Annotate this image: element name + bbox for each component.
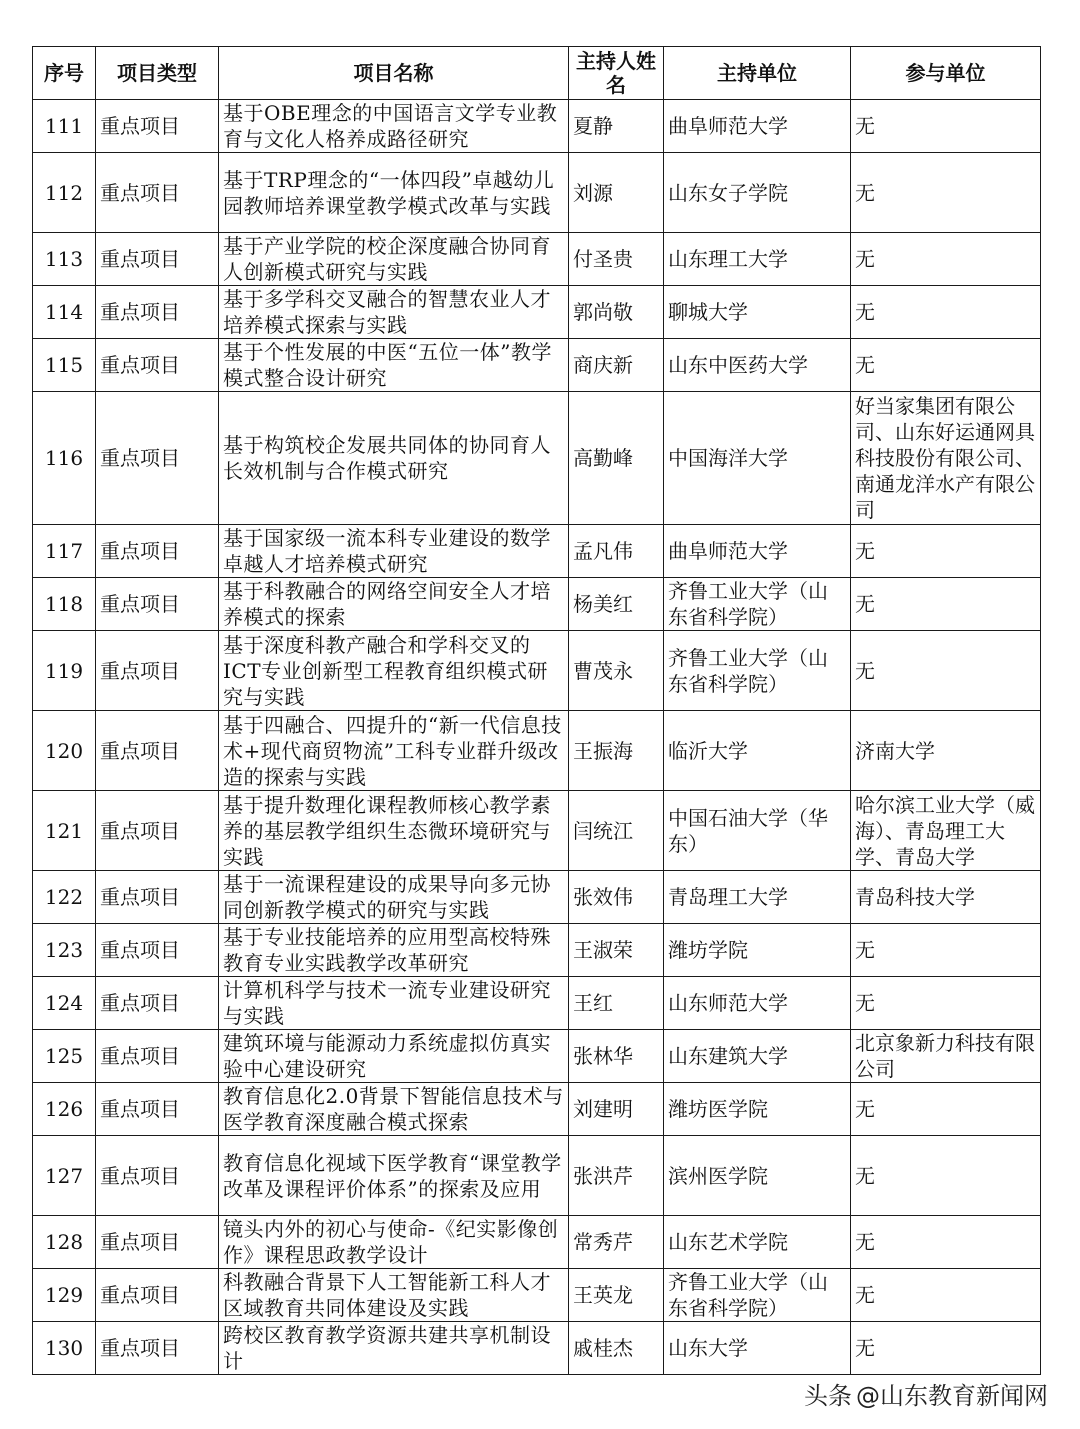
cell-partner: 哈尔滨工业大学（威海）、青岛理工大学、青岛大学 xyxy=(851,791,1041,871)
cell-host: 曹茂永 xyxy=(569,631,664,711)
cell-project-name: 基于OBE理念的中国语言文学专业教育与文化人格养成路径研究 xyxy=(219,100,569,153)
cell-host: 戚桂杰 xyxy=(569,1322,664,1375)
cell-project-name: 基于个性发展的中医“五位一体”教学模式整合设计研究 xyxy=(219,339,569,392)
cell-type: 重点项目 xyxy=(96,1322,219,1375)
cell-host: 孟凡伟 xyxy=(569,525,664,578)
cell-unit: 齐鲁工业大学（山东省科学院） xyxy=(664,631,851,711)
cell-index: 112 xyxy=(33,153,96,233)
cell-type: 重点项目 xyxy=(96,711,219,791)
table-row xyxy=(33,1322,1041,1375)
cell-type: 重点项目 xyxy=(96,1083,219,1136)
cell-type: 重点项目 xyxy=(96,286,219,339)
project-table xyxy=(32,46,1041,1375)
cell-unit: 山东理工大学 xyxy=(664,233,851,286)
cell-project-name: 计算机科学与技术一流专业建设研究与实践 xyxy=(219,977,569,1030)
cell-project-name: 基于科教融合的网络空间安全人才培养模式的探索 xyxy=(219,578,569,631)
cell-unit: 滨州医学院 xyxy=(664,1136,851,1216)
table-row xyxy=(33,1269,1041,1322)
cell-project-name: 基于专业技能培养的应用型高校特殊教育专业实践教学改革研究 xyxy=(219,924,569,977)
table-row xyxy=(33,233,1041,286)
cell-index: 125 xyxy=(33,1030,96,1083)
cell-host: 张洪芹 xyxy=(569,1136,664,1216)
cell-host: 王振海 xyxy=(569,711,664,791)
cell-type: 重点项目 xyxy=(96,339,219,392)
cell-type: 重点项目 xyxy=(96,1216,219,1269)
table-row xyxy=(33,791,1041,871)
cell-type: 重点项目 xyxy=(96,871,219,924)
cell-partner: 无 xyxy=(851,1083,1041,1136)
cell-partner: 无 xyxy=(851,1322,1041,1375)
cell-type: 重点项目 xyxy=(96,100,219,153)
cell-project-name: 基于一流课程建设的成果导向多元协同创新教学模式的研究与实践 xyxy=(219,871,569,924)
cell-unit: 齐鲁工业大学（山东省科学院） xyxy=(664,1269,851,1322)
header-row xyxy=(33,47,1041,100)
cell-index: 121 xyxy=(33,791,96,871)
cell-host: 王淑荣 xyxy=(569,924,664,977)
header-partner: 参与单位 xyxy=(851,47,1041,100)
cell-project-name: 基于深度科教产融合和学科交叉的ICT专业创新型工程教育组织模式研究与实践 xyxy=(219,631,569,711)
cell-partner: 无 xyxy=(851,631,1041,711)
table-row xyxy=(33,1216,1041,1269)
cell-host: 常秀芹 xyxy=(569,1216,664,1269)
cell-partner: 无 xyxy=(851,525,1041,578)
cell-project-name: 跨校区教育教学资源共建共享机制设计 xyxy=(219,1322,569,1375)
cell-project-name: 基于国家级一流本科专业建设的数学卓越人才培养模式研究 xyxy=(219,525,569,578)
cell-partner: 无 xyxy=(851,100,1041,153)
cell-host: 张效伟 xyxy=(569,871,664,924)
table-row xyxy=(33,100,1041,153)
cell-unit: 聊城大学 xyxy=(664,286,851,339)
table-row xyxy=(33,711,1041,791)
cell-type: 重点项目 xyxy=(96,791,219,871)
cell-host: 郭尚敬 xyxy=(569,286,664,339)
cell-partner: 无 xyxy=(851,339,1041,392)
cell-index: 122 xyxy=(33,871,96,924)
cell-host: 刘建明 xyxy=(569,1083,664,1136)
cell-project-name: 基于构筑校企发展共同体的协同育人长效机制与合作模式研究 xyxy=(219,392,569,525)
cell-index: 126 xyxy=(33,1083,96,1136)
cell-partner: 无 xyxy=(851,977,1041,1030)
table-row xyxy=(33,1136,1041,1216)
table-row xyxy=(33,153,1041,233)
cell-type: 重点项目 xyxy=(96,1030,219,1083)
cell-type: 重点项目 xyxy=(96,977,219,1030)
cell-unit: 山东大学 xyxy=(664,1322,851,1375)
cell-unit: 齐鲁工业大学（山东省科学院） xyxy=(664,578,851,631)
cell-index: 114 xyxy=(33,286,96,339)
table-row xyxy=(33,1030,1041,1083)
cell-project-name: 镜头内外的初心与使命-《纪实影像创作》课程思政教学设计 xyxy=(219,1216,569,1269)
cell-type: 重点项目 xyxy=(96,1269,219,1322)
cell-partner: 无 xyxy=(851,578,1041,631)
watermark-text: @山东教育新闻网 xyxy=(856,1382,1048,1410)
table-body xyxy=(33,100,1041,1375)
watermark-prefix: 头条 xyxy=(804,1382,852,1410)
cell-partner: 北京象新力科技有限公司 xyxy=(851,1030,1041,1083)
cell-index: 123 xyxy=(33,924,96,977)
cell-unit: 山东建筑大学 xyxy=(664,1030,851,1083)
cell-index: 124 xyxy=(33,977,96,1030)
header-name: 项目名称 xyxy=(219,47,569,100)
cell-type: 重点项目 xyxy=(96,1136,219,1216)
cell-host: 付圣贵 xyxy=(569,233,664,286)
cell-index: 128 xyxy=(33,1216,96,1269)
header-index: 序号 xyxy=(33,47,96,100)
cell-unit: 潍坊学院 xyxy=(664,924,851,977)
cell-host: 杨美红 xyxy=(569,578,664,631)
cell-partner: 无 xyxy=(851,924,1041,977)
cell-project-name: 教育信息化视域下医学教育“课堂教学改革及课程评价体系”的探索及应用 xyxy=(219,1136,569,1216)
table-row xyxy=(33,392,1041,525)
cell-project-name: 基于四融合、四提升的“新一代信息技术+现代商贸物流”工科专业群升级改造的探索与实践 xyxy=(219,711,569,791)
cell-type: 重点项目 xyxy=(96,578,219,631)
cell-index: 116 xyxy=(33,392,96,525)
cell-unit: 潍坊医学院 xyxy=(664,1083,851,1136)
header-host: 主持人姓名 xyxy=(569,47,664,100)
cell-project-name: 科教融合背景下人工智能新工科人才区域教育共同体建设及实践 xyxy=(219,1269,569,1322)
cell-unit: 青岛理工大学 xyxy=(664,871,851,924)
cell-partner: 无 xyxy=(851,153,1041,233)
table-row xyxy=(33,871,1041,924)
cell-host: 高勤峰 xyxy=(569,392,664,525)
cell-unit: 山东女子学院 xyxy=(664,153,851,233)
cell-unit: 临沂大学 xyxy=(664,711,851,791)
cell-partner: 无 xyxy=(851,1269,1041,1322)
cell-type: 重点项目 xyxy=(96,233,219,286)
cell-index: 130 xyxy=(33,1322,96,1375)
cell-host: 张林华 xyxy=(569,1030,664,1083)
table-row xyxy=(33,924,1041,977)
cell-type: 重点项目 xyxy=(96,631,219,711)
cell-partner: 无 xyxy=(851,1216,1041,1269)
cell-unit: 山东艺术学院 xyxy=(664,1216,851,1269)
cell-unit: 中国海洋大学 xyxy=(664,392,851,525)
cell-unit: 山东中医药大学 xyxy=(664,339,851,392)
cell-index: 115 xyxy=(33,339,96,392)
table-row xyxy=(33,525,1041,578)
cell-partner: 无 xyxy=(851,233,1041,286)
cell-partner: 好当家集团有限公司、山东好运通网具科技股份有限公司、南通龙洋水产有限公司 xyxy=(851,392,1041,525)
cell-unit: 山东师范大学 xyxy=(664,977,851,1030)
cell-index: 118 xyxy=(33,578,96,631)
cell-index: 120 xyxy=(33,711,96,791)
cell-partner: 无 xyxy=(851,286,1041,339)
cell-type: 重点项目 xyxy=(96,392,219,525)
table-row xyxy=(33,977,1041,1030)
source-watermark xyxy=(804,1376,1048,1411)
cell-project-name: 教育信息化2.0背景下智能信息技术与医学教育深度融合模式探索 xyxy=(219,1083,569,1136)
cell-index: 111 xyxy=(33,100,96,153)
cell-partner: 济南大学 xyxy=(851,711,1041,791)
cell-partner: 青岛科技大学 xyxy=(851,871,1041,924)
table-row xyxy=(33,631,1041,711)
cell-host: 商庆新 xyxy=(569,339,664,392)
cell-index: 129 xyxy=(33,1269,96,1322)
header-unit: 主持单位 xyxy=(664,47,851,100)
cell-partner: 无 xyxy=(851,1136,1041,1216)
table-row xyxy=(33,339,1041,392)
cell-host: 王红 xyxy=(569,977,664,1030)
cell-project-name: 建筑环境与能源动力系统虚拟仿真实验中心建设研究 xyxy=(219,1030,569,1083)
cell-type: 重点项目 xyxy=(96,924,219,977)
cell-index: 119 xyxy=(33,631,96,711)
cell-project-name: 基于多学科交叉融合的智慧农业人才培养模式探索与实践 xyxy=(219,286,569,339)
cell-project-name: 基于提升数理化课程教师核心教学素养的基层教学组织生态微环境研究与实践 xyxy=(219,791,569,871)
cell-host: 刘源 xyxy=(569,153,664,233)
cell-host: 夏静 xyxy=(569,100,664,153)
cell-unit: 曲阜师范大学 xyxy=(664,100,851,153)
cell-type: 重点项目 xyxy=(96,525,219,578)
cell-project-name: 基于TRP理念的“一体四段”卓越幼儿园教师培养课堂教学模式改革与实践 xyxy=(219,153,569,233)
cell-host: 王英龙 xyxy=(569,1269,664,1322)
table-row xyxy=(33,1083,1041,1136)
table-row xyxy=(33,286,1041,339)
cell-host: 闫统江 xyxy=(569,791,664,871)
cell-index: 117 xyxy=(33,525,96,578)
header-type: 项目类型 xyxy=(96,47,219,100)
cell-index: 113 xyxy=(33,233,96,286)
cell-project-name: 基于产业学院的校企深度融合协同育人创新模式研究与实践 xyxy=(219,233,569,286)
cell-type: 重点项目 xyxy=(96,153,219,233)
cell-unit: 中国石油大学（华东） xyxy=(664,791,851,871)
cell-unit: 曲阜师范大学 xyxy=(664,525,851,578)
cell-index: 127 xyxy=(33,1136,96,1216)
table-row xyxy=(33,578,1041,631)
